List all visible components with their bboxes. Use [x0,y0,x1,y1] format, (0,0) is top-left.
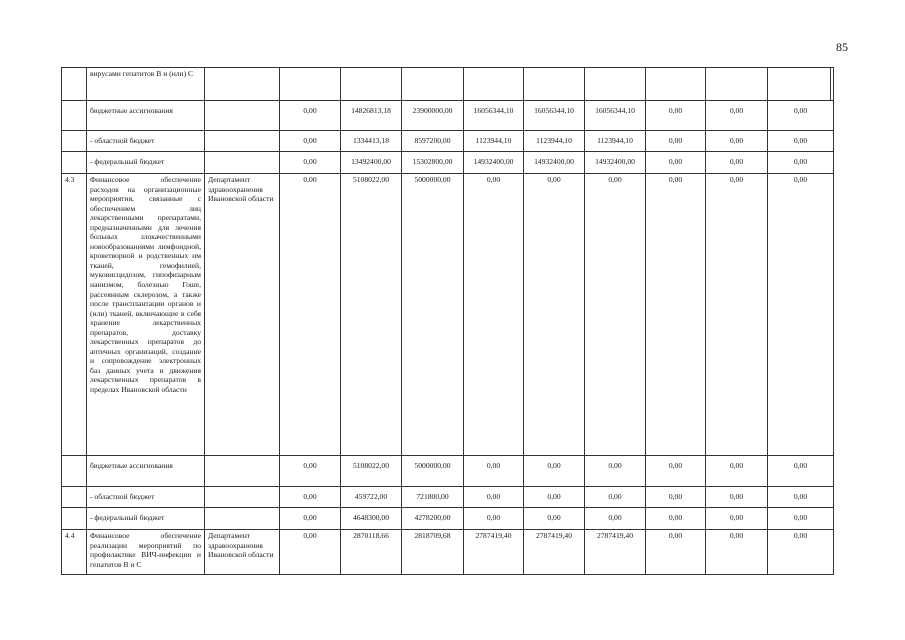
amount-cell: 0,00 [280,456,341,487]
amount-cell: 5000000,00 [402,456,464,487]
amount-cell: 0,00 [706,152,768,174]
amount-cell: 0,00 [768,487,834,508]
amount-cell: 0,00 [768,456,834,487]
amount-cell [831,68,834,101]
description-cell: - федеральный бюджет [87,508,205,530]
amount-cell: 16056344,10 [585,101,646,131]
executor-cell: Департамент здравоохранения Ивановской области [205,530,280,575]
amount-cell: 0,00 [646,152,706,174]
description-cell: - областной бюджет [87,131,205,152]
amount-cell: 16056344,10 [524,101,585,131]
budget-table [61,67,834,575]
amount-cell: 0,00 [524,487,585,508]
amount-cell: 2787419,40 [524,530,585,575]
description-cell: вирусами гепатитов В и (или) С [87,68,205,101]
amount-cell: 2870118,66 [341,530,402,575]
amount-cell [524,68,585,101]
amount-cell: 16056344,10 [464,101,524,131]
amount-cell: 1123944,10 [464,131,524,152]
amount-cell: 459722,00 [341,487,402,508]
amount-cell: 5108022,00 [341,174,402,456]
amount-cell: 0,00 [280,152,341,174]
amount-cell: 2787419,40 [585,530,646,575]
funding-row [62,487,834,508]
amount-cell: 2787419,40 [464,530,524,575]
amount-cell: 0,00 [585,487,646,508]
amount-cell: 0,00 [646,101,706,131]
amount-cell: 0,00 [768,530,834,575]
amount-cell: 5108022,00 [341,456,402,487]
executor-cell [205,152,280,174]
amount-cell [706,68,768,101]
amount-cell [464,68,524,101]
amount-cell: 0,00 [706,508,768,530]
description-cell: бюджетные ассигнования [87,456,205,487]
amount-cell: 0,00 [280,530,341,575]
measure-row [62,174,834,456]
amount-cell [768,68,831,101]
amount-cell: 15302800,00 [402,152,464,174]
measure-number-cell [62,487,87,508]
amount-cell: 4648300,00 [341,508,402,530]
amount-cell: 1123944,10 [524,131,585,152]
amount-cell: 14932400,00 [524,152,585,174]
amount-cell: 0,00 [524,174,585,456]
amount-cell: 0,00 [706,131,768,152]
amount-cell: 0,00 [768,174,834,456]
description-cell: бюджетные ассигнования [87,101,205,131]
amount-cell: 0,00 [646,530,706,575]
measure-number-cell [62,508,87,530]
amount-cell: 13492400,00 [341,152,402,174]
amount-cell: 14932400,00 [585,152,646,174]
description-cell: - областной бюджет [87,487,205,508]
amount-cell [280,68,341,101]
amount-cell: 0,00 [646,508,706,530]
description-cell: - федеральный бюджет [87,152,205,174]
funding-row [62,456,834,487]
description-cell: Финансовое обеспечение расходов на организационные мероприятия, связанные с обеспечением лиц лекарственными препаратами, предназначенными для лечения больных злокачественными новообразованиями лимфоидной, кроветворной и родственных им тканей, гемофилией, муковисцидозом, гипофизарным нанизмом, болезнью Гоше, рассеянным склерозом, а также после трансплантации органов и (или) тканей, включающие в себя хранение лекарственных препаратов, доставку лекарственных препаратов до аптечных организаций, создание и сопровождение электронных баз данных учета и движения лекарственных препаратов в пределах Ивановской области [87,174,205,456]
amount-cell: 0,00 [280,487,341,508]
amount-cell: 14932400,00 [464,152,524,174]
amount-cell: 0,00 [646,456,706,487]
amount-cell: 0,00 [585,456,646,487]
measure-number-cell [62,101,87,131]
amount-cell: 0,00 [464,487,524,508]
executor-cell [205,68,280,101]
amount-cell: 0,00 [585,508,646,530]
amount-cell: 1334413,18 [341,131,402,152]
executor-cell [205,508,280,530]
amount-cell: 5000000,00 [402,174,464,456]
budget-table-body [62,68,834,575]
executor-cell [205,456,280,487]
amount-cell: 0,00 [646,487,706,508]
measure-number-cell [62,456,87,487]
executor-cell: Департамент здравоохранения Ивановской области [205,174,280,456]
amount-cell: 0,00 [706,174,768,456]
funding-row [62,101,834,131]
page-number: 85 [836,40,848,54]
amount-cell: 0,00 [646,174,706,456]
amount-cell: 0,00 [768,508,834,530]
amount-cell: 0,00 [464,508,524,530]
amount-cell: 0,00 [280,131,341,152]
amount-cell: 0,00 [706,487,768,508]
funding-row [62,131,834,152]
amount-cell: 8597200,00 [402,131,464,152]
measure-number-cell: 4.4 [62,530,87,575]
amount-cell: 0,00 [524,456,585,487]
funding-row [62,152,834,174]
measure-number-cell [62,131,87,152]
amount-cell: 0,00 [768,152,834,174]
measure-number-cell [62,152,87,174]
amount-cell [585,68,646,101]
amount-cell: 0,00 [706,456,768,487]
amount-cell: 0,00 [464,456,524,487]
amount-cell: 14826813,18 [341,101,402,131]
executor-cell [205,101,280,131]
description-cell: Финансовое обеспечение реализации мероприятий по профилактике ВИЧ-инфекции и гепатитов В и С [87,530,205,575]
funding-row [62,508,834,530]
amount-cell [341,68,402,101]
amount-cell: 1123944,10 [585,131,646,152]
amount-cell: 0,00 [706,101,768,131]
amount-cell: 0,00 [646,131,706,152]
amount-cell: 0,00 [280,101,341,131]
amount-cell: 0,00 [464,174,524,456]
amount-cell: 721800,00 [402,487,464,508]
amount-cell: 0,00 [768,101,834,131]
table-row [62,68,834,101]
amount-cell: 23900000,00 [402,101,464,131]
amount-cell: 0,00 [768,131,834,152]
measure-number-cell: 4.3 [62,174,87,456]
amount-cell: 0,00 [280,508,341,530]
amount-cell: 0,00 [706,530,768,575]
measure-number-cell [62,68,87,101]
amount-cell: 2818709,68 [402,530,464,575]
amount-cell [402,68,464,101]
measure-row [62,530,834,575]
executor-cell [205,487,280,508]
executor-cell [205,131,280,152]
amount-cell [646,68,706,101]
amount-cell: 4278200,00 [402,508,464,530]
amount-cell: 0,00 [280,174,341,456]
amount-cell: 0,00 [524,508,585,530]
amount-cell: 0,00 [585,174,646,456]
